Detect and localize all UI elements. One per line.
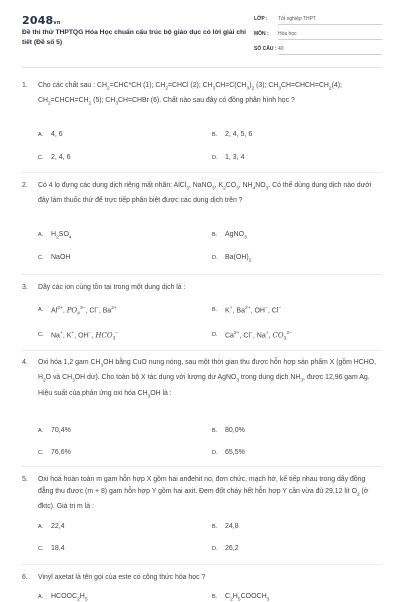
question-number: 1. [22, 82, 28, 89]
question-1 [22, 80, 382, 120]
question-6 [22, 572, 382, 586]
question-count-label: SỐ CÂU : [254, 46, 277, 52]
class-label: LỚP : [254, 16, 268, 22]
question-number: 3. [22, 284, 28, 291]
question-separator [22, 466, 382, 467]
question-3 [22, 282, 382, 296]
exam-meta [254, 16, 382, 61]
question-stem: Oxi hoá hoàn toàn m gam hỗn hợp X gồm hai anđehit no, đơn chức, mạch hở, kế tiếp nhau trong dãy đồng đẳng thu được (m + 8) gam hỗn hợp Y gồm hai axit. Đem đốt cháy hết hỗn hợp Y cần vừa đủ 29,12 lít $O_2$ (ở đktc). Giá trị m là : [38, 476, 369, 511]
question-stem: Oxi hóa 1,2 gam $CH_3OH$ bằng CuO nung nóng, sau một thời gian thu được hỗn hợp sản phẩm X (gồm HCHO, $H_2O$ và $CH_3OH$ dư). Cho toàn bộ X tác dụng với lượng dư AgNO$_3$ trong dung dịch $NH_3$, được 12,96 gam Ag. Hiệu suất của phản ứng oxi hóa $CH_3OH$ là : [38, 359, 377, 400]
question-separator [22, 564, 382, 565]
question-5 [22, 474, 382, 514]
exam-title: Đề thi thử THPTQG Hóa Học chuẩn cấu trúc bộ giáo dục có lời giải chi tiết (Đề số 5) [22, 29, 246, 46]
exam-header [22, 14, 382, 58]
subject-value: Hóa học [278, 31, 297, 37]
question-number: 4. [22, 359, 28, 366]
question-separator [22, 172, 382, 173]
question-number: 2. [22, 182, 28, 189]
question-separator [22, 274, 382, 275]
subject-label: MÔN : [254, 31, 269, 37]
question-4 [22, 357, 382, 409]
class-value: Tốt nghiệp THPT [278, 16, 316, 22]
question-stem: Có 4 lọ đựng các dung dịch riêng mất nhãn: AlCl$_3$, NaNO$_3$, $K_2CO_3$, $NH_4NO_3$. Có thể dùng dung dịch nào dưới đây làm thuốc thử để trực tiếp phân biệt được các dung dịch trên ? [38, 182, 372, 205]
question-number: 5. [22, 476, 28, 483]
question-2 [22, 180, 382, 220]
header-divider [22, 67, 382, 68]
question-number: 6. [22, 574, 28, 581]
question-separator [22, 350, 382, 351]
site-logo[interactable]: 2048vn [22, 14, 61, 27]
question-stem: Cho các chất sau : $CH_2=CHC*CH$ (1); $CH_2=CHCl$ (2); $CH_3CH=C(CH_3)_2$ (3); $CH_3CH=CHCH=CH_2(4)$; $CH_2=CHCH=CH_2$ (5); $CH_3CH=CHBr$ (6). Chất nào sau đây có đồng phân hình học ? [38, 82, 342, 107]
question-stem: Vinyl axetat là tên gọi của este có công thức hóa học ? [38, 574, 206, 581]
question-count-value: 40 [278, 46, 284, 52]
question-stem: Dãy các ion cùng tồn tại trong một dung dịch là : [38, 284, 186, 291]
